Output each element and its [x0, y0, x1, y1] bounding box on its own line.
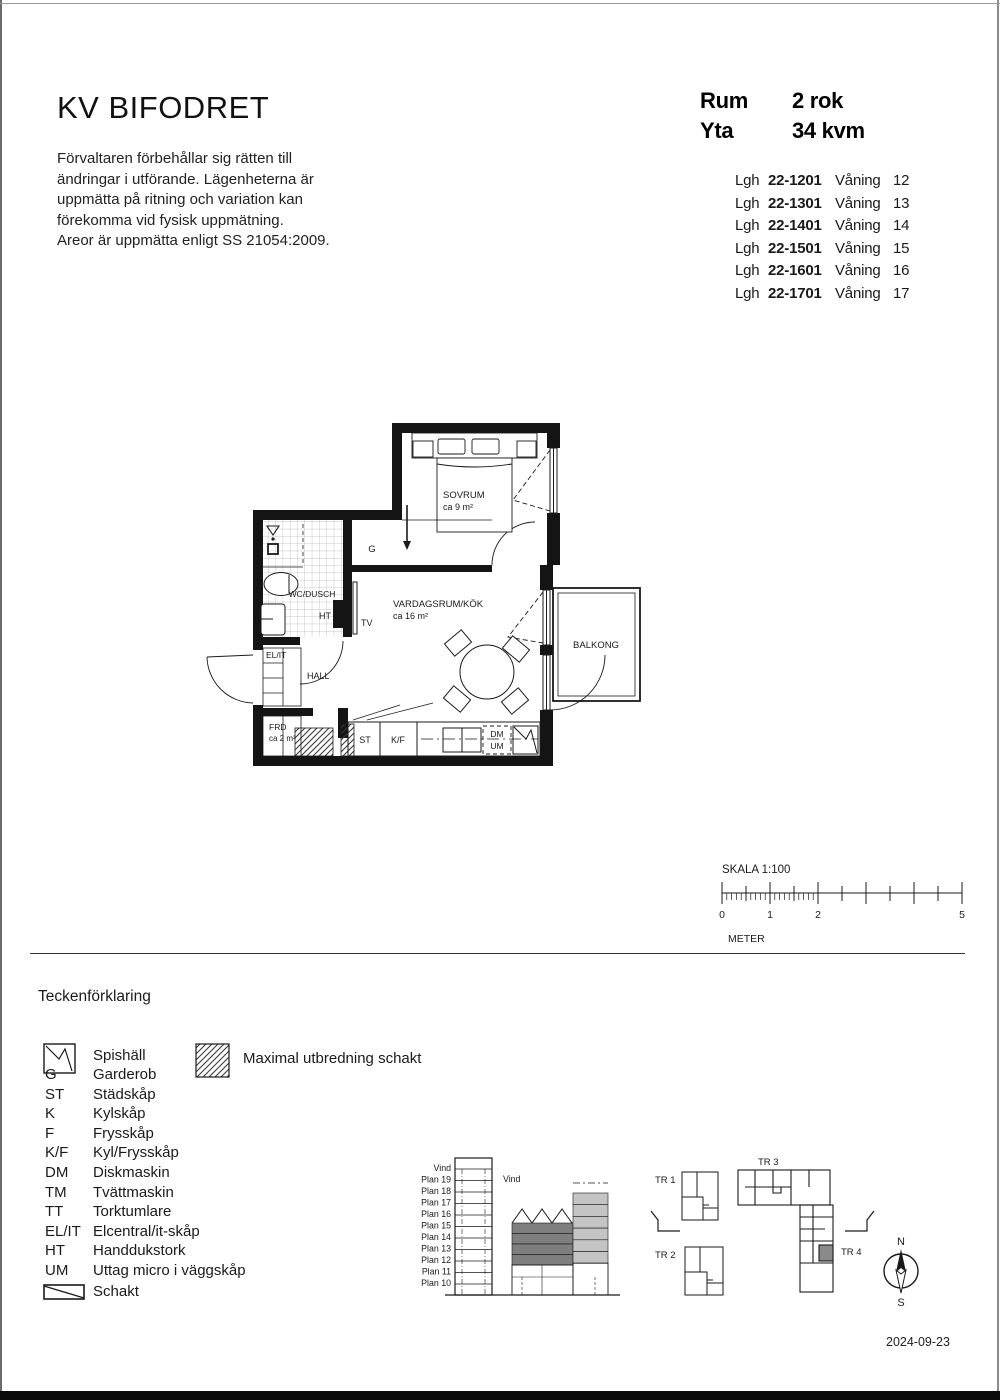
- legend-abbr: K: [45, 1105, 56, 1123]
- elevation-floor-labels: [421, 1163, 451, 1288]
- frd-label: FRD: [269, 722, 287, 732]
- tick-0: 0: [719, 909, 725, 921]
- floor-number: 14: [893, 217, 910, 235]
- tick-1: 1: [767, 909, 773, 921]
- elevation-mid-building: [512, 1209, 573, 1295]
- legend-label: Kyl/Frysskåp: [93, 1144, 179, 1162]
- compass: [884, 1236, 918, 1309]
- rum-label: Rum: [700, 88, 748, 113]
- lgh-label: Lgh: [735, 172, 760, 189]
- legend-abbr: DM: [45, 1164, 69, 1181]
- legend-abbr: K/F: [45, 1144, 69, 1162]
- legend-label: Elcentral/it-skåp: [93, 1222, 200, 1240]
- vaning-label: Våning: [835, 284, 881, 302]
- page-left-border: [0, 0, 2, 1400]
- balkong-label: BALKONG: [573, 640, 619, 651]
- apartment-id: 22-1501: [768, 239, 822, 257]
- site-overview: [645, 1145, 935, 1320]
- meter-label: METER: [728, 933, 765, 945]
- floor-label: Plan 13: [421, 1243, 451, 1254]
- legend-label: Städskåp: [93, 1085, 156, 1103]
- elevation-tower: [455, 1158, 492, 1295]
- legend-label: Handdukstork: [93, 1242, 186, 1260]
- floor-label: Plan 14: [421, 1232, 451, 1242]
- section-marks: [651, 1211, 874, 1231]
- disclaimer-line: uppmätta på ritning och variation kan: [57, 191, 303, 208]
- compass-needle-north: [896, 1249, 906, 1272]
- apartment-row: [735, 217, 909, 240]
- legend-abbr: UM: [45, 1262, 69, 1279]
- tick-5: 5: [959, 909, 965, 921]
- schakt-label: Schakt: [93, 1283, 139, 1300]
- tr1-block: [682, 1172, 718, 1220]
- disclaimer-line: Areor är uppmätta enligt SS 21054:2009.: [57, 232, 330, 249]
- skala-label: SKALA 1:100: [722, 864, 791, 876]
- legend-abbr: TT: [45, 1203, 64, 1221]
- vaning-label: Våning: [835, 194, 881, 212]
- disclaimer-text: [57, 149, 330, 252]
- legend-label: Frysskåp: [93, 1124, 154, 1142]
- compass-n-label: N: [897, 1236, 905, 1248]
- building-elevation: [405, 1145, 655, 1305]
- apartment-row: [735, 195, 909, 218]
- yta-label: Yta: [700, 118, 734, 143]
- document-date: 2024-09-23: [886, 1335, 950, 1349]
- lgh-label: Lgh: [735, 262, 760, 280]
- disclaimer-line: ändringar i utförande. Lägenheterna är: [57, 170, 314, 188]
- frd-area: ca 2 m²: [269, 734, 296, 743]
- el-it-label: EL/IT: [266, 650, 287, 660]
- page-top-border: [0, 3, 1000, 4]
- vind-right-label: Vind: [503, 1174, 521, 1184]
- ht-label: HT: [319, 611, 331, 621]
- tv-label: TV: [361, 618, 373, 628]
- floor-label: Plan 18: [421, 1186, 451, 1196]
- floor-label: Plan 12: [421, 1255, 451, 1265]
- legend-title: Teckenförklaring: [38, 988, 151, 1005]
- legend-label: Tvättmaskin: [93, 1183, 174, 1201]
- yta-value: 34 kvm: [792, 118, 865, 143]
- legend-abbr: TM: [45, 1183, 67, 1201]
- spishall-label: Spishäll: [93, 1047, 146, 1064]
- hall-label: HALL: [307, 671, 330, 681]
- legend-label: Torktumlare: [93, 1203, 172, 1221]
- floor-label: Plan 10: [421, 1278, 451, 1288]
- wc-dusch-label: WC/DUSCH: [288, 589, 336, 599]
- floor-label: Plan 17: [421, 1197, 451, 1208]
- disclaimer-line: Förvaltaren förbehållar sig rätten till: [57, 150, 293, 167]
- apartment-row: [735, 262, 909, 285]
- floor-number: 16: [893, 262, 910, 280]
- floor-label: Plan 15: [421, 1220, 451, 1231]
- project-title: KV BIFODRET: [57, 90, 270, 125]
- apartment-id: 22-1601: [768, 262, 822, 280]
- vaning-label: Våning: [835, 172, 881, 189]
- apartment-row: [735, 172, 909, 195]
- legend-label: Garderob: [93, 1066, 157, 1083]
- apartment-summary: [700, 88, 865, 148]
- tr1-label: TR 1: [655, 1175, 676, 1186]
- tick-2: 2: [815, 909, 821, 921]
- sovrum-label: SOVRUM: [443, 490, 485, 501]
- apartment-row: [735, 285, 909, 308]
- floor-number: 12: [893, 172, 910, 189]
- apartment-id: 22-1201: [768, 172, 822, 189]
- st-label: ST: [359, 735, 371, 745]
- legend-abbr: G: [45, 1066, 57, 1083]
- max-schakt-icon: [195, 1043, 230, 1078]
- legend-label: Diskmaskin: [93, 1164, 170, 1181]
- vardagsrum-area: ca 16 m²: [393, 611, 429, 621]
- floorplan-drawing: [195, 412, 645, 777]
- ruler-labels: [719, 909, 965, 945]
- vaning-label: Våning: [835, 217, 881, 235]
- vaning-label: Våning: [835, 262, 881, 280]
- floor-label: Plan 16: [421, 1209, 451, 1219]
- legend-abbr: F: [45, 1124, 55, 1142]
- floor-label: Plan 19: [421, 1174, 451, 1185]
- legend-label: Kylskåp: [93, 1105, 146, 1123]
- apartment-id: 22-1401: [768, 217, 822, 235]
- compass-s-label: S: [897, 1297, 905, 1309]
- legend-abbr: HT: [45, 1242, 65, 1260]
- kf-label: K/F: [390, 735, 406, 745]
- legend-abbr: ST: [45, 1085, 65, 1103]
- lgh-label: Lgh: [735, 217, 760, 235]
- page-bottom-bar: [0, 1391, 1000, 1400]
- floor-number: 13: [893, 194, 910, 212]
- apartment-id: 22-1301: [768, 194, 822, 212]
- sovrum-area: ca 9 m²: [443, 502, 474, 512]
- section-divider: [30, 953, 965, 954]
- legend-label: Uttag micro i väggskåp: [93, 1262, 246, 1279]
- vaning-label: Våning: [835, 239, 881, 257]
- towel-dryer: [333, 600, 343, 628]
- max-schakt-label: Maximal utbredning schakt: [243, 1050, 422, 1067]
- apartment-id: 22-1701: [768, 284, 822, 302]
- tr2-label: TR 2: [655, 1250, 676, 1261]
- um-label: UM: [490, 741, 504, 751]
- bed: [412, 433, 537, 532]
- dining-table: [443, 630, 529, 714]
- g-label: G: [368, 544, 376, 555]
- yta-row: [700, 118, 865, 148]
- tv-icon: [353, 582, 357, 634]
- page-right-border: [997, 0, 999, 1400]
- rum-row: [700, 88, 865, 118]
- rum-value: 2 rok: [792, 88, 844, 113]
- tr3-block: [738, 1170, 833, 1292]
- disclaimer-line: förekomma vid fysisk uppmätning.: [57, 211, 284, 229]
- lgh-label: Lgh: [735, 194, 760, 212]
- schakt-icon: [43, 1284, 85, 1300]
- floor-label: Plan 11: [421, 1266, 451, 1277]
- apartment-row: [735, 240, 909, 263]
- floor-number: 15: [893, 239, 910, 257]
- lgh-label: Lgh: [735, 239, 760, 257]
- schakt-areas: [295, 724, 354, 756]
- tr4-label: TR 4: [841, 1247, 862, 1258]
- dm-label: DM: [490, 729, 504, 739]
- legend-abbr: EL/IT: [45, 1222, 81, 1240]
- scale-bar: [715, 858, 980, 953]
- tr2-block: [685, 1247, 723, 1295]
- floor-label: Vind: [433, 1163, 451, 1173]
- lgh-label: Lgh: [735, 284, 760, 302]
- floor-number: 17: [893, 284, 910, 302]
- elevation-highlight-column: [573, 1183, 608, 1295]
- apartment-list: [735, 172, 909, 308]
- tr3-label: TR 3: [758, 1157, 779, 1168]
- ruler: [722, 882, 962, 904]
- compass-needle-south: [896, 1270, 906, 1293]
- vardagsrum-label: VARDAGSRUM/KÖK: [393, 599, 484, 610]
